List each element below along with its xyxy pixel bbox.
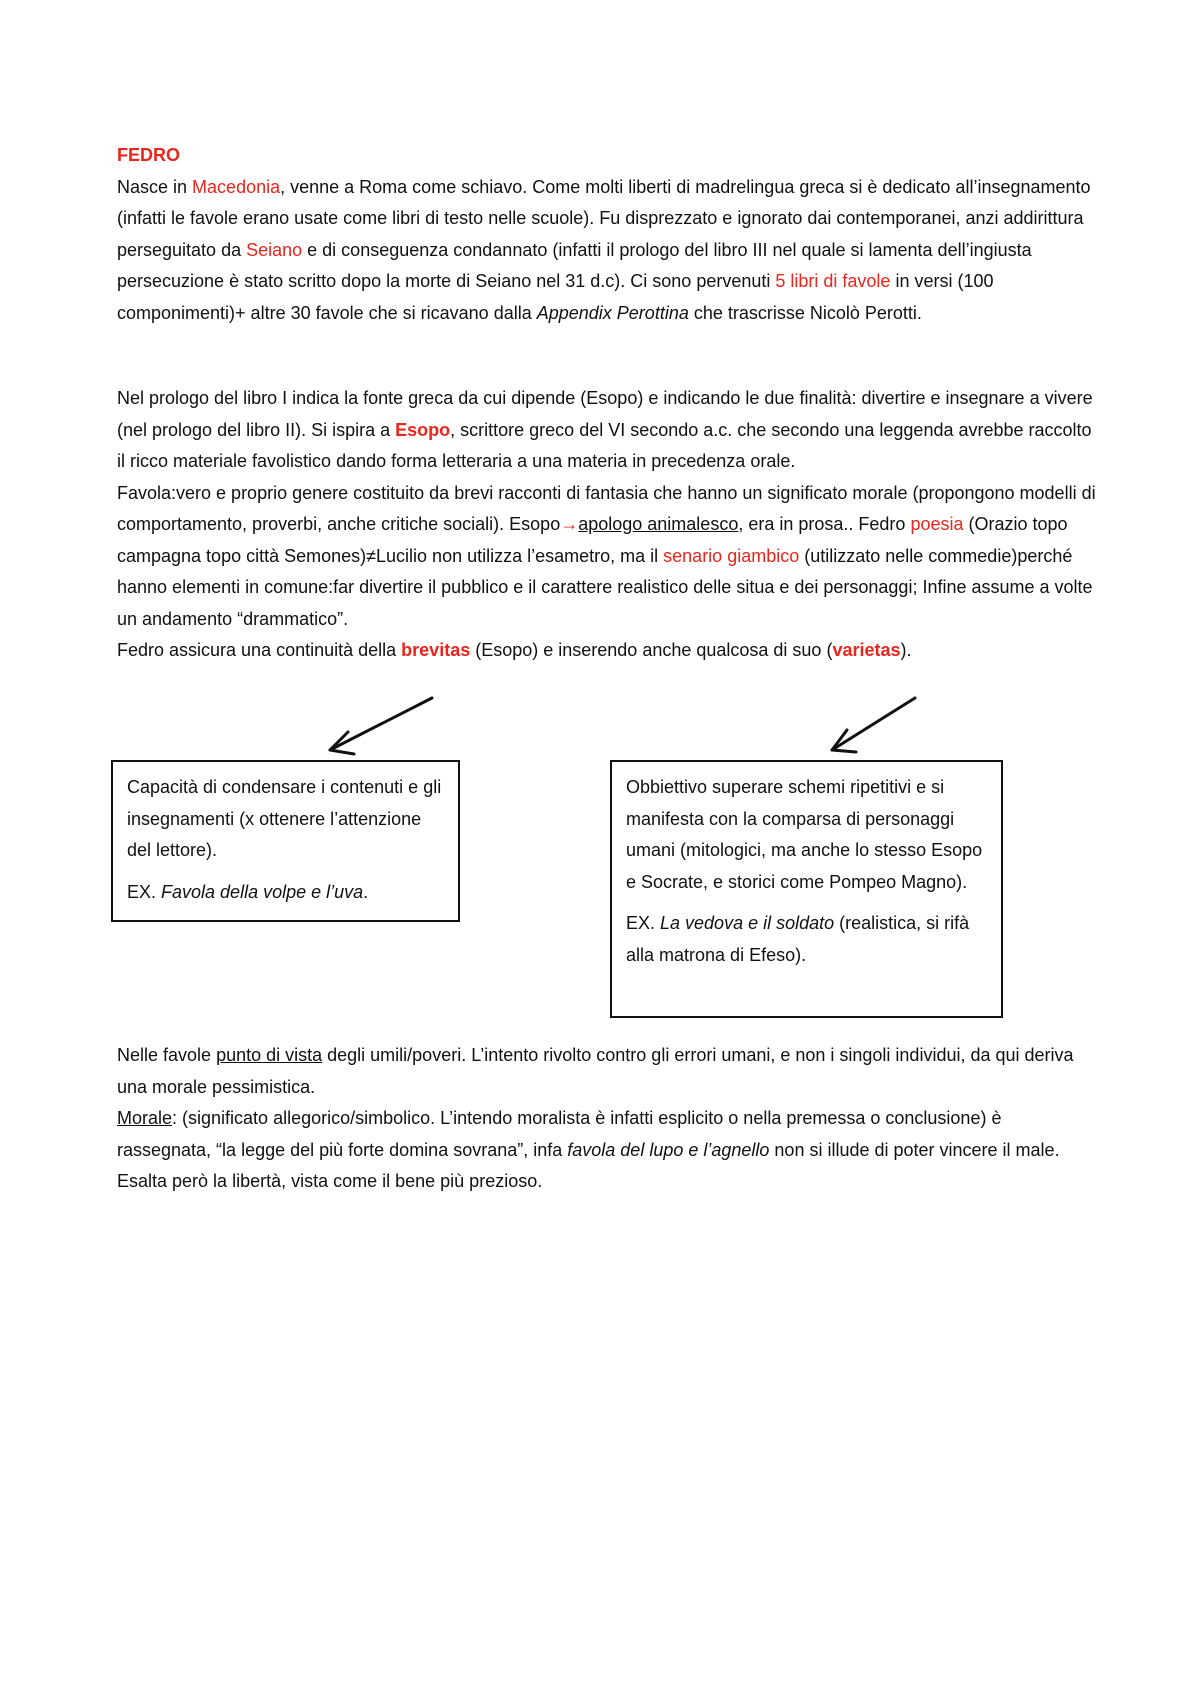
highlight-varietas: varietas (832, 640, 901, 660)
paragraph-punto-di-vista (117, 1040, 1097, 1103)
italic-lupo: favola del lupo e l’agnello (567, 1139, 770, 1160)
text-run: ). (900, 640, 912, 660)
text-run: che trascrisse Nicolò Perotti. (688, 302, 922, 323)
right-arrow-icon (832, 698, 915, 752)
highlight-senario: senario giambico (663, 545, 800, 566)
highlight-macedonia: Macedonia (192, 176, 281, 197)
text-run: (realistica, si rifà alla matrona di Efeso). (626, 913, 970, 965)
box-varietas-example (626, 908, 987, 971)
highlight-brevitas: brevitas (401, 640, 471, 660)
text-run: Nasce in (117, 176, 193, 197)
text-run: EX. (626, 913, 661, 933)
text-run: , scrittore greco del VI secondo a.c. che secondo una leggenda avrebbe raccolto il ricco materiale favolistico dando forma letteraria a una materia in precedenza orale. (117, 419, 1092, 471)
text-run: (utilizzato nelle commedie)perché hanno elementi in comune:far divertire il pubblico e il carattere realistico delle situa e dei personaggi; Infine assume a volte un andamento “drammatico”. (117, 545, 1093, 629)
document-title: FEDRO (117, 145, 180, 165)
box-brevitas-example (127, 877, 444, 909)
paragraph-liberta: Esalta però la libertà, vista come il bene più prezioso. (117, 1171, 543, 1191)
text-run: , era in prosa.. Fedro (738, 514, 911, 534)
arrows-diagram (0, 0, 1200, 780)
text-run: Nel prologo del libro I indica la fonte greca da cui dipende (Esopo) e indicando le due finalità: divertire e insegnare a vivere (nel prologo del libro II). Si ispira a (117, 388, 1093, 440)
text-run: degli umili/poveri. L’intento rivolto contro gli errori umani, e non i singoli individui, da qui deriva una morale pessimistica. (117, 1045, 1074, 1097)
text-run: non si illude di poter vincere il male. (769, 1139, 1060, 1160)
italic-example-title: Favola della volpe e l’uva (161, 881, 364, 902)
underline-apologo: apologo animalesco (578, 514, 739, 534)
paragraph-morale (117, 1103, 1097, 1166)
highlight-libri: 5 libri di favole (775, 271, 891, 291)
text-run: in versi (100 componimenti)+ altre 30 favole che si ricavano dalla (117, 271, 994, 323)
left-arrow-icon (330, 698, 432, 754)
highlight-seiano: Seiano (246, 239, 303, 260)
highlight-esopo: Esopo (395, 419, 451, 440)
text-run: : (significato allegorico/simbolico. L’intendo moralista è infatti esplicito o nella premessa o conclusione) è rassegnata, “la legge del più forte domina sovrana”, infa (117, 1108, 1002, 1160)
arrow-icon: → (560, 514, 579, 534)
text-run: Favola:vero e proprio genere costituito da brevi racconti di fantasia che hanno un significato morale (propongono modelli di comportamento, proverbi, anche critiche sociali). Esopo (117, 482, 1096, 534)
box-varietas-text: Obbiettivo superare schemi ripetitivi e si manifesta con la comparsa di personaggi umani (mitologici, ma anche lo stesso Esopo e Socrate, e storici come Pompeo Magno). (626, 777, 983, 892)
text-run: Fedro assicura una continuità della (117, 640, 402, 660)
morale-section (117, 1040, 1097, 1198)
text-run: e di conseguenza condannato (infatti il prologo del libro III nel quale si lamenta dell’ingiusta persecuzione è stato scritto dopo la morte di Seiano nel 31 d.c). Ci sono pervenuti (117, 239, 1032, 291)
box-varietas (610, 760, 1003, 1018)
text-run: Nelle favole (117, 1045, 217, 1065)
text-run: EX. (127, 881, 162, 902)
box-brevitas-text: Capacità di condensare i contenuti e gli insegnamenti (x ottenere l’attenzione del lettore). (127, 777, 442, 860)
text-run: (Orazio topo campagna topo città Semones)≠Lucilio non utilizza l’esametro, ma il (117, 514, 1068, 566)
box-brevitas (111, 760, 460, 922)
underline-punto-di-vista: punto di vista (216, 1045, 323, 1065)
text-run: . (363, 881, 369, 902)
underline-morale: Morale (117, 1108, 173, 1128)
italic-example-title: La vedova e il soldato (660, 913, 835, 933)
highlight-poesia: poesia (910, 514, 964, 534)
italic-appendix: Appendix Perottina (536, 302, 689, 323)
text-run: (Esopo) e inserendo anche qualcosa di suo ( (470, 640, 833, 660)
text-run: , venne a Roma come schiavo. Come molti liberti di madrelingua greca si è dedicato all’insegnamento (infatti le favole erano usate come libri di testo nelle scuole). Fu disprezzato e ignorato dai contemporanei, anzi addirittura perseguitato da (117, 176, 1091, 260)
